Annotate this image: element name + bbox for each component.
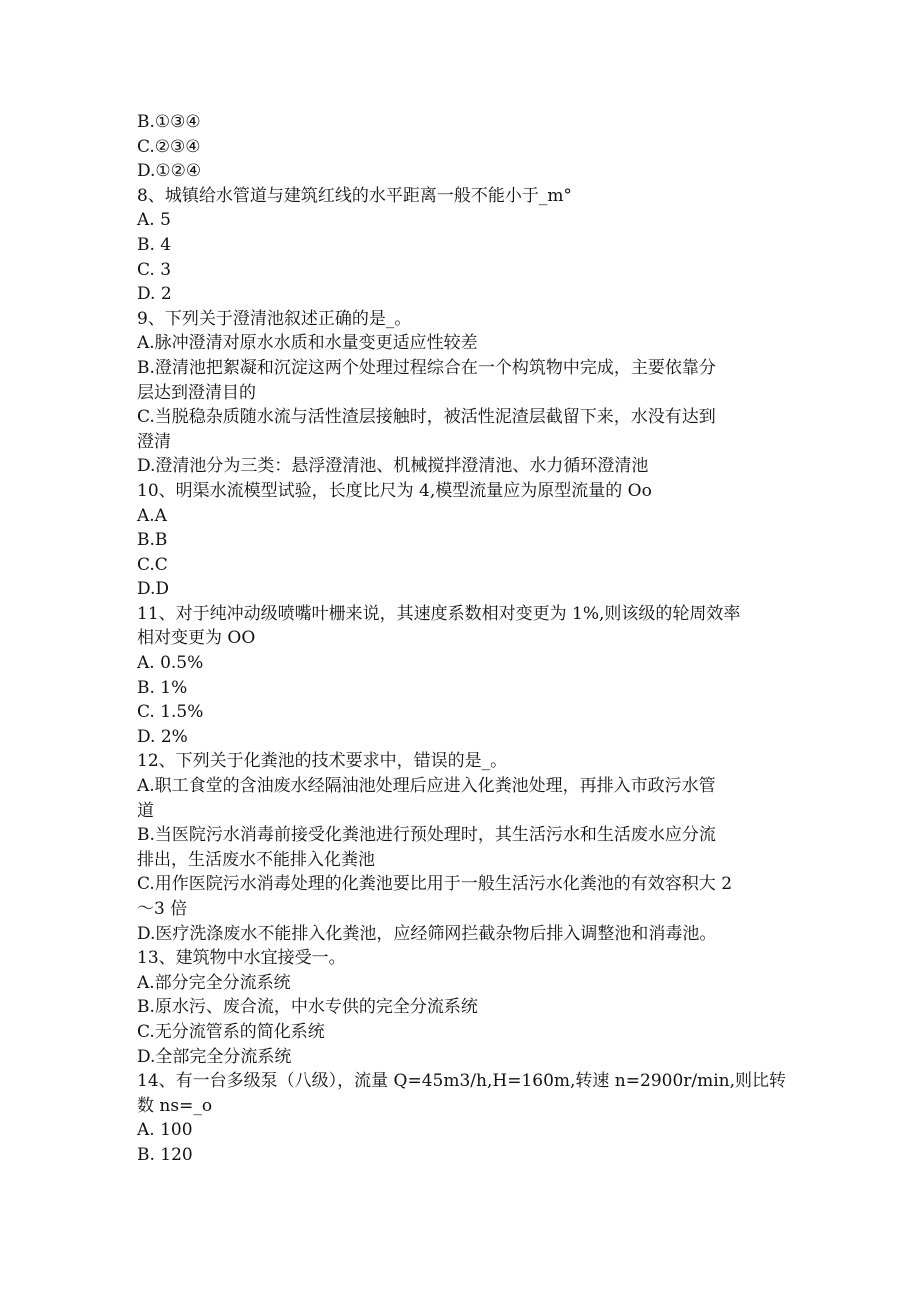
text-line: A.A [137,505,167,526]
question-12: 12、下列关于化粪池的技术要求中，错误的是_。 [137,751,508,772]
text-line: A. 100 [137,1120,193,1141]
text-line: D.澄清池分为三类：悬浮澄清池、机械搅拌澄清池、水力循环澄清池 [137,456,649,477]
text-line: C.②③④ [137,136,201,157]
text-line: D. 2 [137,284,172,305]
text-line: B. 1% [137,677,188,698]
text-line: C.当脱稳杂质随水流与活性渣层接触时，被活性泥渣层截留下来，水没有达到 [137,407,716,428]
question-8: 8、城镇给水管道与建筑红线的水平距离一般不能小于_m° [137,185,572,206]
text-line: D.全部完全分流系统 [137,1046,292,1067]
text-line: B. 120 [137,1144,193,1165]
text-line: A.部分完全分流系统 [137,972,291,993]
text-line: A.脉冲澄清对原水水质和水量变更适应性较差 [137,333,478,354]
question-14: 14、有一台多级泵（八级），流量 Q=45m3/h,H=160m,转速 n=2900r/min,则比转 [137,1071,787,1092]
question-11: 11、对于纯冲动级喷嘴叶栅来说，其速度系数相对变更为 1%,则该级的轮周效率 [137,603,741,624]
text-line: 排出，生活废水不能排入化粪池 [137,849,375,870]
text-line: B. 4 [137,234,172,255]
text-line: C. 3 [137,259,172,280]
question-9: 9、下列关于澄清池叙述正确的是_。 [137,308,412,329]
text-line: C.用作医院污水消毒处理的化粪池要比用于一般生活污水化粪池的有效容积大 2 [137,874,733,895]
text-line: D. 2% [137,726,188,747]
text-line: B.当医院污水消毒前接受化粪池进行预处理时，其生活污水和生活废水应分流 [137,825,716,846]
text-line: B.B [137,530,168,551]
text-line: B.澄清池把絮凝和沉淀这两个处理过程综合在一个构筑物中完成，主要依靠分 [137,357,716,378]
text-line: A.职工食堂的含油废水经隔油池处理后应进入化粪池处理，再排入市政污水管 [137,776,716,797]
question-13: 13、建筑物中水宜接受一。 [137,948,346,969]
text-line: D.医疗洗涤废水不能排入化粪池，应经筛网拦截杂物后排入调整池和消毒池。 [137,923,717,944]
text-line: 澄清 [137,431,171,452]
text-line: D.①②④ [137,161,202,182]
text-line: 相对变更为 OO [137,628,256,649]
text-line: D.D [137,579,170,600]
text-line: B.①③④ [137,112,201,132]
text-line: 数 ns=_o [137,1095,213,1116]
text-line: A. 5 [137,210,171,231]
text-line: ～3 倍 [137,899,188,919]
text-line: C.C [137,554,168,575]
text-line: C.无分流管系的简化系统 [137,1021,325,1042]
question-10: 10、明渠水流模型试验，长度比尺为 4,模型流量应为原型流量的 Oo [137,480,652,501]
text-line: C. 1.5% [137,702,204,723]
text-line: A. 0.5% [137,653,204,674]
text-line: 层达到澄清目的 [137,382,256,403]
document-body [137,110,787,1168]
text-line: B.原水污、废合流，中水专供的完全分流系统 [137,997,478,1018]
text-line: 道 [137,800,154,821]
